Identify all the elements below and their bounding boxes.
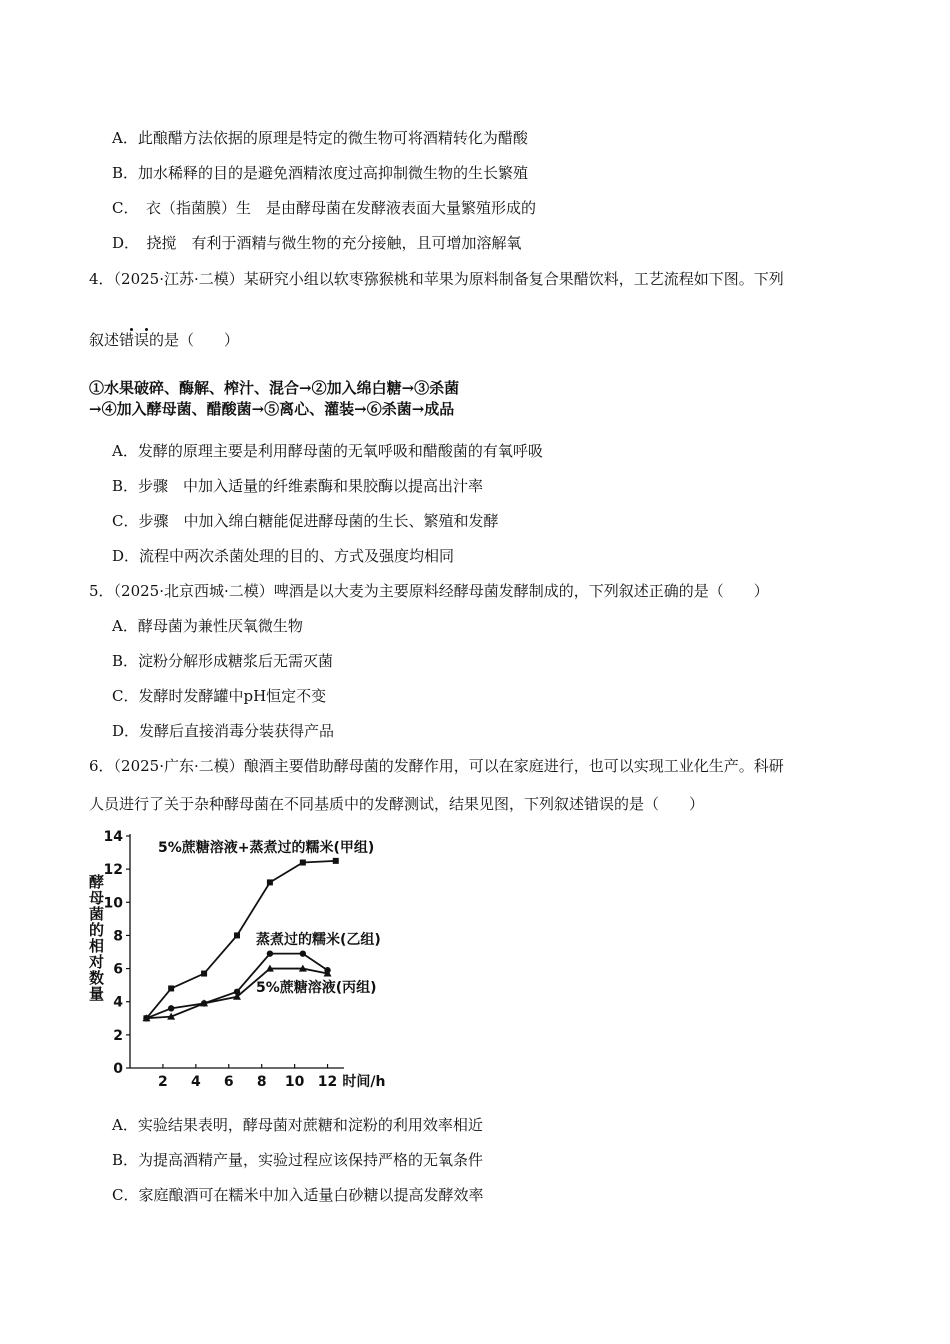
y-axis-label: 酵母菌的相对数量	[87, 874, 105, 1002]
q3-option-a: A．此酿醋方法依据的原理是特定的微生物可将酒精转化为醋酸	[112, 129, 528, 147]
q4-option-d: D．流程中两次杀菌处理的目的、方式及强度均相同	[112, 547, 455, 565]
yeast-growth-chart	[84, 826, 414, 1088]
y-tick-label: 12	[103, 862, 123, 879]
y-tick-label: 4	[113, 994, 123, 1011]
data-point	[300, 860, 306, 866]
data-point	[201, 971, 207, 977]
x-tick-label: 4	[190, 1074, 201, 1088]
chart-ticks	[104, 829, 338, 1088]
x-tick-label: 12	[317, 1074, 338, 1088]
q6-option-b: B．为提高酒精产量，实验过程应该保持严格的无氧条件	[112, 1151, 484, 1169]
data-point	[300, 950, 306, 956]
data-point	[234, 932, 240, 938]
y-tick-label: 0	[113, 1061, 123, 1077]
q6-option-a: A．实验结果表明，酵母菌对蔗糖和淀粉的利用效率相近	[112, 1116, 483, 1134]
q5-option-a: A．酵母菌为兼性厌氧微生物	[112, 617, 303, 635]
q5-option-b: B．淀粉分解形成糖浆后无需灭菌	[112, 652, 334, 670]
q4-stem: 4．（2025·江苏·二模）某研究小组以软枣猕猴桃和苹果为原料制备复合果醋饮料，工艺流程如下图。下列	[89, 270, 784, 288]
data-point	[267, 879, 273, 885]
q6-option-c: C．家庭酿酒可在糯米中加入适量白砂糖以提高发酵效率	[112, 1186, 484, 1204]
q4-option-b: B．步骤 中加入适量的纤维素酶和果胶酶以提高出汁率	[112, 477, 484, 495]
series-label: 蒸煮过的糯米(乙组)	[256, 932, 381, 948]
q4-option-c: C．步骤 中加入绵白糖能促进酵母菌的生长、繁殖和发酵	[112, 512, 499, 530]
data-point	[267, 950, 273, 956]
x-tick-label: 2	[158, 1074, 168, 1088]
y-tick-label: 8	[113, 928, 123, 945]
q4-option-a: A．发酵的原理主要是利用酵母菌的无氧呼吸和醋酸菌的有氧呼吸	[112, 442, 543, 460]
q6-stem: 6．（2025·广东·二模）酿酒主要借助酵母菌的发酵作用，可以在家庭进行，也可以实现工业化生产。科研	[89, 757, 784, 775]
x-tick-label: 6	[223, 1074, 234, 1088]
q5-option-d: D．发酵后直接消毒分装获得产品	[112, 722, 335, 740]
q3-option-b: B．加水稀释的目的是避免酒精浓度过高抑制微生物的生长繁殖	[112, 164, 529, 182]
data-point	[333, 858, 339, 864]
chart-axes	[130, 834, 344, 1068]
q5-option-c: C．发酵时发酵罐中pH恒定不变	[112, 687, 327, 705]
y-tick-label: 10	[103, 895, 123, 912]
y-tick-label: 6	[113, 961, 123, 978]
q4-stem-continued: 叙述错误的是（ ）	[89, 331, 240, 349]
x-axis-label: 时间/h	[342, 1074, 386, 1088]
data-point	[168, 1005, 174, 1011]
x-tick-label: 8	[256, 1074, 267, 1088]
y-tick-label: 2	[113, 1027, 123, 1044]
series-label: 5%蔗糖溶液(丙组)	[256, 980, 377, 996]
series-label: 5%蔗糖溶液+蒸煮过的糯米(甲组)	[158, 840, 375, 856]
chart-labels	[87, 839, 385, 1088]
data-point	[168, 985, 174, 991]
y-tick-label: 14	[103, 829, 123, 845]
q3-option-d: D． 挠搅 有利于酒精与微生物的充分接触，且可增加溶解氧	[112, 234, 522, 252]
q6-stem-continued: 人员进行了关于杂种酵母菌在不同基质中的发酵测试，结果见图，下列叙述错误的是（ ）	[89, 795, 705, 813]
q5-stem: 5．（2025·北京西城·二模）啤酒是以大麦为主要原料经酵母菌发酵制成的，下列叙述正确的是（ ）	[89, 582, 769, 600]
q4-process-flow-line1: ①水果破碎、酶解、榨汁、混合→②加入绵白糖→③杀菌	[89, 379, 460, 397]
q3-option-c: C． 衣（指菌膜）生 是由酵母菌在发酵液表面大量繁殖形成的	[112, 199, 536, 217]
x-tick-label: 10	[284, 1074, 305, 1088]
q4-process-flow-line2: →④加入酵母菌、醋酸菌→⑤离心、灌装→⑥杀菌→成品	[89, 400, 455, 418]
